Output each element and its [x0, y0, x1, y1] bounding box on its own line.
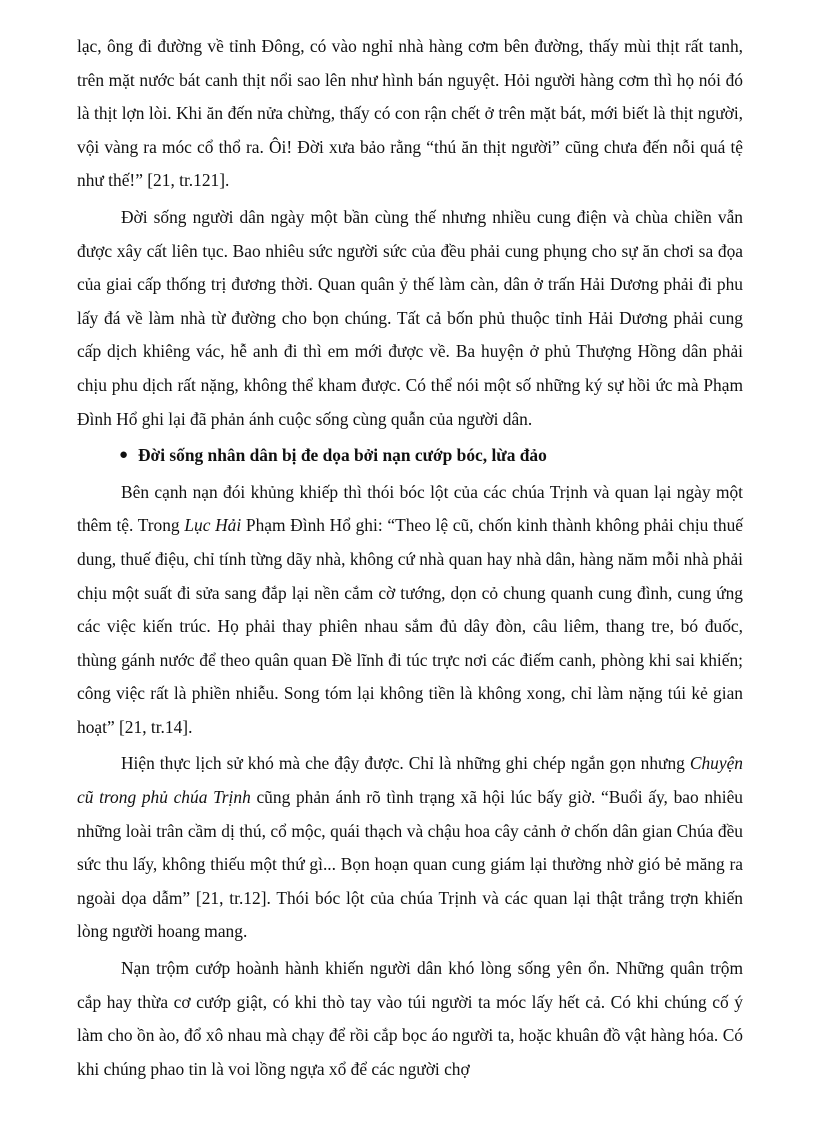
paragraph-2-text: Đời sống người dân ngày một bần cùng thế nhưng nhiều cung điện và chùa chiền vẫn được xây cất liên tục. Bao nhiêu sức người sức của đều phải cung phụng cho sự ăn chơi sa đọa của giai cấp thống trị đương thời. Quan quân ỷ thế làm càn, dân ở trấn Hải Dương phải đi phu lấy đá về làm nhà từ đường cho bọn chúng. Tất cả bốn phủ thuộc tỉnh Hải Dương phải cung cấp dịch khiêng vác, hễ anh đi thì em mới được về. Ba huyện ở phủ Thượng Hồng dân phải chịu phu dịch rất nặng, không thể kham được. Có thể nói một số những ký sự hồi ức mà Phạm Đình Hổ ghi lại đã phản ánh cuộc sống cùng quẫn của người dân. [77, 206, 743, 429]
paragraph-4-text-b: cũng phản ánh rõ tình trạng xã hội lúc bấy giờ. “Buổi ấy, bao nhiêu những loài trân cầm dị thú, cổ mộc, quái thạch và chậu hoa cây cảnh ở chốn dân gian Chúa đều sức thu lấy, không thiếu một thứ gì... Bọn hoạn quan cung giám lại thường nhờ gió bẻ măng ra ngoài dọa dẫm” [21, tr.12]. Thói bóc lột của chúa Trịnh và các quan lại thật trắng trợn khiến lòng người hoang mang. [77, 787, 744, 942]
paragraph-3-text-a: Bên cạnh nạn đói khủng khiếp thì thói bóc lột của các chúa Trịnh và quan lại ngày một thêm tệ. Trong [77, 481, 743, 536]
paragraph-3-text-b: Phạm Đình Hổ ghi: “Theo lệ cũ, chốn kinh thành không phải chịu thuế dung, thuế điệu, chỉ tính từng dãy nhà, không cứ nhà quan hay nhà dân, hàng năm mỗi nhà phải chịu một suất đi sửa sang đắp lại nền cắm cờ tướng, dọn cỏ chung quanh cung đình, cung ứng các việc kiến trúc. Họ phải thay phiên nhau sắm đủ dây đòn, câu liêm, thang tre, bó đuốc, thùng gánh nước để theo quân quan Đề lĩnh đi túc trực nơi các điếm canh, phòng khi sai khiến; công việc rất là phiền nhiễu. Song tóm lại không tiền là không xong, chỉ làm nặng túi kẻ gian hoạt” [21, tr.14]. [77, 515, 743, 737]
paragraph-5 [77, 952, 743, 1086]
book-title-chuyen-cu: Chuyện cũ trong phủ chúa Trịnh [77, 753, 743, 808]
paragraph-2 [77, 201, 743, 436]
section-heading: Đời sống nhân dân bị đe dọa bởi nạn cướp bóc, lừa đảo [138, 445, 547, 466]
paragraph-1-text: lạc, ông đi đường về tỉnh Đông, có vào nghỉ nhà hàng cơm bên đường, thấy mùi thịt rất tanh, trên mặt nước bát canh thịt nổi sao lên như hình bán nguyệt. Hỏi người hàng cơm thì họ nói đó là thịt lợn lòi. Khi ăn đến nửa chừng, thấy có con rận chết ở trên mặt bát, mới biết là thịt người, vội vàng ra móc cổ thổ ra. Ôi! Đời xưa bảo rằng “thú ăn thịt người” cũng chưa đến nỗi quá tệ như thế!” [21, tr.121]. [77, 36, 743, 191]
section-heading-bullet [77, 439, 743, 473]
bullet-dot-icon: ● [119, 447, 129, 464]
paragraph-4 [77, 747, 743, 949]
book-title-luc-hai: Lục Hải [184, 515, 242, 536]
document-page [77, 30, 743, 1089]
paragraph-5-text: Nạn trộm cướp hoành hành khiến người dân khó lòng sống yên ổn. Những quân trộm cắp hay thừa cơ cướp giật, có khi thò tay vào túi người ta móc lấy hết cả. Có khi chúng cố ý làm cho ồn ào, đổ xô nhau mà chạy để rồi cắp bọc áo người ta, hoặc khuân đồ vật hàng hóa. Có khi chúng phao tin là voi lồng ngựa xổ để các người chợ [77, 958, 743, 1079]
paragraph-1 [77, 30, 743, 198]
paragraph-3 [77, 476, 743, 745]
paragraph-4-text-a: Hiện thực lịch sử khó mà che đậy được. Chỉ là những ghi chép ngắn gọn nhưng [121, 753, 690, 774]
